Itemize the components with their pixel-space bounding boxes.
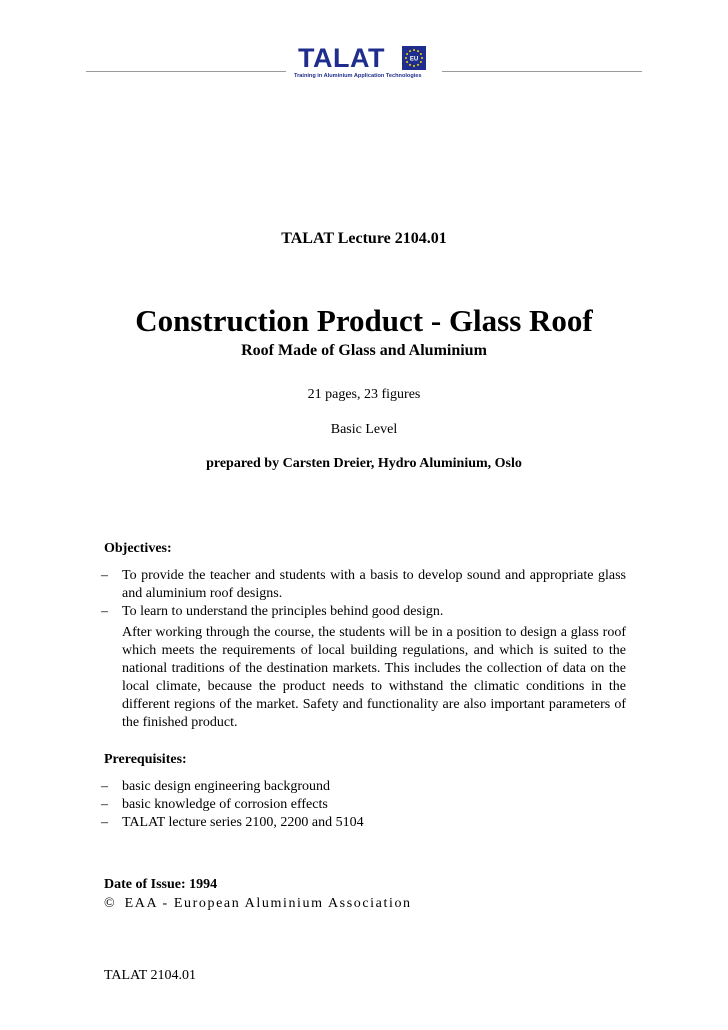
talat-logo [294, 44, 434, 84]
objectives-section [101, 540, 626, 732]
page-title: Construction Product - Glass Roof [135, 303, 593, 338]
dash-marker: – [101, 779, 108, 794]
objective-text: To learn to understand the principles behind good design. [122, 604, 444, 619]
dash-marker: – [101, 815, 108, 830]
dash-marker: – [101, 797, 108, 812]
objectives-paragraph: After working through the course, the students will be in a position to design a glass roof which meets the requirements of local building regulations, and which is suited to the national traditions of the destination markets. This includes the collection of data on the local climate, because the product needs to withstand the climatic conditions in the different regions of the market. Safety and functionality are also important parameters of the finished product. [122, 625, 626, 730]
prerequisite-text: TALAT lecture series 2100, 2200 and 5104 [122, 815, 364, 830]
lecture-id: TALAT Lecture 2104.01 [281, 230, 447, 247]
list-item [101, 778, 626, 796]
eu-label: EU [409, 56, 419, 63]
list-item [101, 796, 626, 814]
copyright-line [104, 896, 412, 912]
prerequisites-section [101, 751, 626, 832]
author: prepared by Carsten Dreier, Hydro Aluminium, Oslo [206, 456, 522, 471]
prerequisites-heading: Prerequisites: [104, 752, 187, 767]
page-subtitle: Roof Made of Glass and Aluminium [241, 342, 487, 359]
page-count: 21 pages, 23 figures [307, 387, 421, 402]
logo-tagline: Training in Aluminium Application Technologies [294, 73, 422, 79]
header-rule-left [86, 71, 286, 72]
dash-marker: – [101, 568, 108, 583]
prerequisite-text: basic knowledge of corrosion effects [122, 797, 328, 812]
level: Basic Level [330, 422, 398, 437]
objectives-heading: Objectives: [104, 541, 172, 556]
copyright-icon: © [104, 896, 115, 911]
list-item [101, 814, 626, 832]
footer-lecture-id: TALAT 2104.01 [104, 968, 196, 983]
list-item [101, 603, 626, 621]
dash-marker: – [101, 604, 108, 619]
eu-stars-icon [402, 46, 426, 70]
prerequisites-list [101, 778, 626, 832]
prerequisite-text: basic design engineering background [122, 779, 330, 794]
objective-text: To provide the teacher and students with a basis to develop sound and appropriate glass and aluminium roof designs. [122, 568, 626, 601]
copyright-organization: EAA - European Aluminium Association [124, 896, 412, 911]
date-of-issue: Date of Issue: 1994 [104, 877, 218, 892]
logo-word: TALAT [298, 43, 385, 73]
list-item [101, 567, 626, 603]
header-rule-right [442, 71, 642, 72]
objectives-list [101, 567, 626, 621]
